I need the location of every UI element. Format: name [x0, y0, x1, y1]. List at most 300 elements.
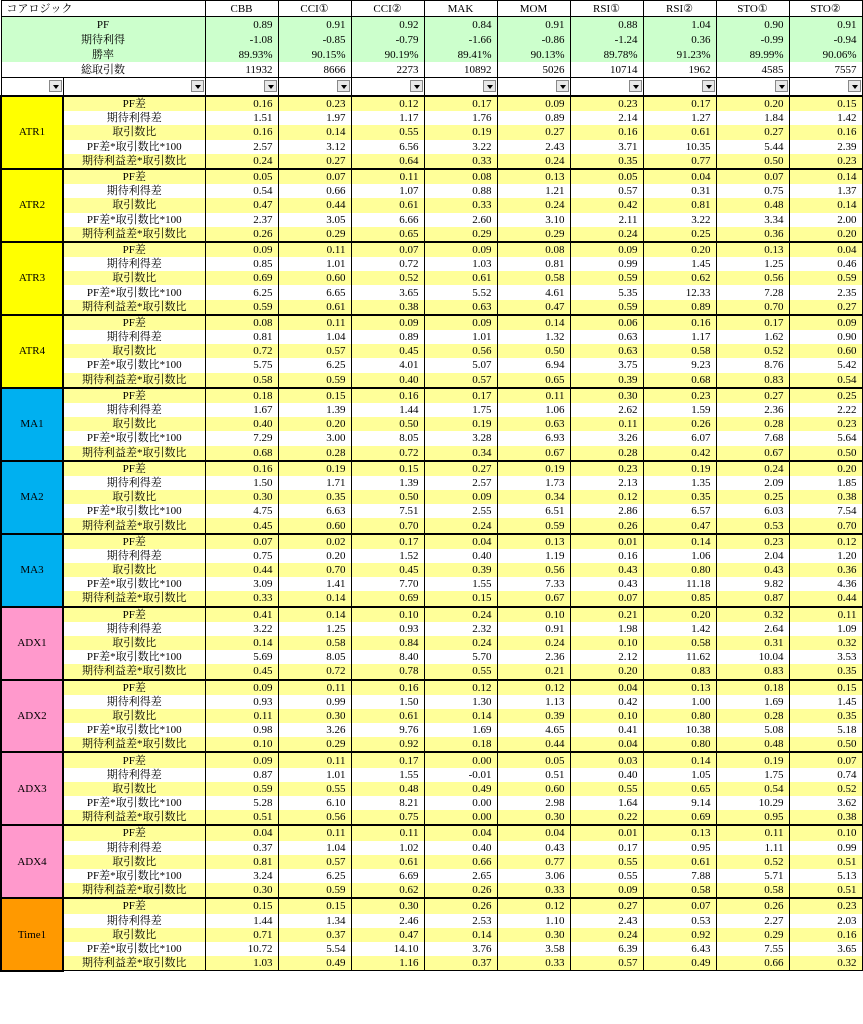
group-label: ATR3 — [1, 242, 63, 315]
value-cell: 6.25 — [205, 285, 278, 299]
group-label: MA1 — [1, 388, 63, 461]
value-cell: 0.00 — [424, 752, 497, 767]
value-cell: 7.29 — [205, 431, 278, 445]
stat-value: 0.89 — [205, 17, 278, 33]
value-cell: 1.10 — [497, 914, 570, 928]
value-cell: 0.04 — [205, 825, 278, 840]
value-cell: 1.42 — [789, 111, 862, 125]
metric-label: PF差*取引数比*100 — [63, 796, 205, 810]
filter-cell — [789, 78, 862, 97]
value-cell: 0.55 — [570, 782, 643, 796]
value-cell: 0.31 — [643, 184, 716, 198]
value-cell: 0.85 — [205, 257, 278, 271]
value-cell: 0.02 — [278, 534, 351, 549]
value-cell: 2.36 — [497, 650, 570, 664]
value-cell: 0.50 — [716, 154, 789, 169]
value-cell: 0.00 — [424, 796, 497, 810]
stat-value: 89.93% — [205, 47, 278, 62]
value-cell: 0.50 — [497, 344, 570, 358]
value-cell: 2.46 — [351, 914, 424, 928]
value-cell: 0.70 — [789, 518, 862, 533]
value-cell: 0.90 — [789, 330, 862, 344]
value-cell: 0.09 — [351, 315, 424, 330]
value-cell: 1.51 — [205, 111, 278, 125]
metric-label: 期待利益差*取引数比 — [63, 518, 205, 533]
value-cell: 0.10 — [570, 709, 643, 723]
value-cell: 0.34 — [424, 446, 497, 461]
filter-dropdown-icon[interactable] — [410, 80, 423, 92]
filter-dropdown-icon[interactable] — [848, 80, 861, 92]
value-cell: 0.24 — [424, 607, 497, 622]
value-cell: 0.53 — [643, 914, 716, 928]
value-cell: 2.03 — [789, 914, 862, 928]
value-cell: 1.69 — [424, 723, 497, 737]
value-cell: 0.09 — [789, 315, 862, 330]
value-cell: 3.00 — [278, 431, 351, 445]
column-header: RSI① — [570, 1, 643, 17]
value-cell: 10.38 — [643, 723, 716, 737]
value-cell: 1.55 — [424, 577, 497, 591]
table-row — [1, 446, 862, 461]
value-cell: 0.24 — [570, 928, 643, 942]
metric-label: 期待利益差*取引数比 — [63, 300, 205, 315]
stat-value: 0.88 — [570, 17, 643, 33]
value-cell: 7.55 — [716, 942, 789, 956]
value-cell: 0.26 — [716, 898, 789, 913]
stat-value: 89.41% — [424, 47, 497, 62]
value-cell: 1.76 — [424, 111, 497, 125]
value-cell: 1.01 — [278, 257, 351, 271]
value-cell: 0.59 — [278, 373, 351, 388]
value-cell: 0.48 — [716, 198, 789, 212]
value-cell: 0.13 — [643, 680, 716, 695]
value-cell: 0.26 — [205, 227, 278, 242]
value-cell: 0.29 — [497, 227, 570, 242]
value-cell: 0.31 — [716, 636, 789, 650]
table-row — [1, 518, 862, 533]
value-cell: 0.51 — [497, 768, 570, 782]
value-cell: 1.04 — [278, 330, 351, 344]
table-row — [1, 591, 862, 606]
value-cell: 0.55 — [570, 869, 643, 883]
value-cell: 0.43 — [570, 577, 643, 591]
metric-label: 期待利得差 — [63, 403, 205, 417]
value-cell: 6.39 — [570, 942, 643, 956]
value-cell: 0.69 — [643, 810, 716, 825]
value-cell: 0.14 — [278, 591, 351, 606]
metric-label: PF差*取引数比*100 — [63, 140, 205, 154]
value-cell: 0.80 — [643, 563, 716, 577]
stat-value: -1.08 — [205, 32, 278, 47]
filter-dropdown-icon[interactable] — [702, 80, 715, 92]
value-cell: 0.65 — [497, 373, 570, 388]
stat-value: 11932 — [205, 62, 278, 78]
value-cell: 0.85 — [643, 591, 716, 606]
value-cell: 0.04 — [424, 825, 497, 840]
table-row — [1, 300, 862, 315]
metric-label: 期待利得差 — [63, 476, 205, 490]
value-cell: 0.48 — [716, 737, 789, 752]
value-cell: 0.24 — [497, 198, 570, 212]
value-cell: 0.29 — [278, 227, 351, 242]
value-cell: 0.37 — [205, 841, 278, 855]
metric-label: 取引数比 — [63, 125, 205, 139]
metric-label: PF差*取引数比*100 — [63, 869, 205, 883]
value-cell: 0.16 — [789, 125, 862, 139]
metric-label: 取引数比 — [63, 709, 205, 723]
value-cell: 1.69 — [716, 695, 789, 709]
value-cell: 0.55 — [424, 664, 497, 679]
value-cell: 1.01 — [424, 330, 497, 344]
value-cell: 2.37 — [205, 213, 278, 227]
value-cell: 3.22 — [643, 213, 716, 227]
value-cell: 1.67 — [205, 403, 278, 417]
value-cell: 7.51 — [351, 504, 424, 518]
value-cell: 2.43 — [570, 914, 643, 928]
value-cell: 3.58 — [497, 942, 570, 956]
value-cell: 0.59 — [205, 782, 278, 796]
column-header: RSI② — [643, 1, 716, 17]
stat-value: 2273 — [351, 62, 424, 78]
value-cell: 4.36 — [789, 577, 862, 591]
value-cell: 0.52 — [716, 855, 789, 869]
value-cell: 0.27 — [716, 388, 789, 403]
column-header: MAK — [424, 1, 497, 17]
value-cell: 3.34 — [716, 213, 789, 227]
value-cell: 0.20 — [789, 227, 862, 242]
value-cell: 0.51 — [205, 810, 278, 825]
value-cell: 0.27 — [570, 898, 643, 913]
filter-row — [1, 78, 862, 97]
value-cell: 6.25 — [278, 869, 351, 883]
value-cell: 2.36 — [716, 403, 789, 417]
value-cell: 3.28 — [424, 431, 497, 445]
value-cell: 10.72 — [205, 942, 278, 956]
value-cell: 0.80 — [643, 709, 716, 723]
value-cell: 1.84 — [716, 111, 789, 125]
value-cell: 0.44 — [789, 591, 862, 606]
value-cell: 0.61 — [351, 198, 424, 212]
value-cell: 3.10 — [497, 213, 570, 227]
value-cell: 11.62 — [643, 650, 716, 664]
value-cell: 0.19 — [424, 125, 497, 139]
value-cell: 0.17 — [351, 752, 424, 767]
value-cell: 3.12 — [278, 140, 351, 154]
value-cell: 2.22 — [789, 403, 862, 417]
value-cell: 6.65 — [278, 285, 351, 299]
value-cell: 5.42 — [789, 358, 862, 372]
value-cell: 0.08 — [205, 315, 278, 330]
stat-row — [1, 62, 862, 78]
value-cell: 0.57 — [570, 956, 643, 971]
value-cell: 0.74 — [789, 768, 862, 782]
value-cell: 0.47 — [643, 518, 716, 533]
metric-label: PF差*取引数比*100 — [63, 285, 205, 299]
value-cell: 0.07 — [789, 752, 862, 767]
value-cell: 0.17 — [643, 96, 716, 111]
value-cell: 0.69 — [205, 271, 278, 285]
value-cell: 2.64 — [716, 622, 789, 636]
value-cell: 0.95 — [716, 810, 789, 825]
value-cell: 0.15 — [424, 591, 497, 606]
column-header: CBB — [205, 1, 278, 17]
value-cell: 0.93 — [351, 622, 424, 636]
value-cell: 0.58 — [643, 883, 716, 898]
value-cell: 8.21 — [351, 796, 424, 810]
value-cell: 2.57 — [205, 140, 278, 154]
value-cell: 0.07 — [570, 591, 643, 606]
metric-label: PF差*取引数比*100 — [63, 723, 205, 737]
table-row — [1, 549, 862, 563]
filter-dropdown-icon[interactable] — [337, 80, 350, 92]
value-cell: 0.11 — [278, 825, 351, 840]
value-cell: 0.30 — [205, 883, 278, 898]
value-cell: 0.23 — [789, 898, 862, 913]
table-row — [1, 271, 862, 285]
value-cell: 3.24 — [205, 869, 278, 883]
value-cell: 1.06 — [497, 403, 570, 417]
value-cell: 0.71 — [205, 928, 278, 942]
stat-value: -0.99 — [716, 32, 789, 47]
value-cell: 0.25 — [643, 227, 716, 242]
value-cell: 0.89 — [497, 111, 570, 125]
value-cell: 0.47 — [205, 198, 278, 212]
value-cell: 0.44 — [278, 198, 351, 212]
value-cell: 0.14 — [278, 607, 351, 622]
table-row — [1, 898, 862, 913]
value-cell: 0.20 — [643, 242, 716, 257]
filter-cell — [63, 78, 205, 97]
value-cell: 1.25 — [278, 622, 351, 636]
value-cell: 0.27 — [497, 125, 570, 139]
value-cell: 0.19 — [497, 461, 570, 476]
value-cell: 0.49 — [643, 956, 716, 971]
value-cell: 3.53 — [789, 650, 862, 664]
value-cell: 0.35 — [643, 490, 716, 504]
value-cell: 0.78 — [351, 664, 424, 679]
value-cell: 0.07 — [716, 169, 789, 184]
metric-label: 期待利得差 — [63, 622, 205, 636]
value-cell: 0.17 — [716, 315, 789, 330]
value-cell: 4.01 — [351, 358, 424, 372]
value-cell: 0.33 — [424, 198, 497, 212]
value-cell: 0.19 — [278, 461, 351, 476]
value-cell: 3.06 — [497, 869, 570, 883]
value-cell: 6.63 — [278, 504, 351, 518]
value-cell: 1.64 — [570, 796, 643, 810]
value-cell: 0.26 — [643, 417, 716, 431]
value-cell: 0.27 — [789, 300, 862, 315]
value-cell: 7.28 — [716, 285, 789, 299]
table-row — [1, 782, 862, 796]
value-cell: 0.07 — [643, 898, 716, 913]
value-cell: 1.20 — [789, 549, 862, 563]
value-cell: 0.32 — [789, 636, 862, 650]
table-row — [1, 461, 862, 476]
value-cell: 0.07 — [351, 242, 424, 257]
value-cell: 0.64 — [351, 154, 424, 169]
value-cell: 0.27 — [278, 154, 351, 169]
value-cell: 6.93 — [497, 431, 570, 445]
filter-dropdown-icon[interactable] — [49, 80, 62, 92]
value-cell: 0.30 — [497, 928, 570, 942]
value-cell: 1.00 — [643, 695, 716, 709]
table-row — [1, 883, 862, 898]
stat-value: 0.92 — [351, 17, 424, 33]
value-cell: 0.61 — [424, 271, 497, 285]
value-cell: 0.40 — [570, 768, 643, 782]
value-cell: 0.98 — [205, 723, 278, 737]
table-row — [1, 796, 862, 810]
value-cell: 1.45 — [789, 695, 862, 709]
value-cell: 0.63 — [570, 330, 643, 344]
value-cell: 0.36 — [789, 563, 862, 577]
value-cell: 0.39 — [424, 563, 497, 577]
value-cell: 0.17 — [570, 841, 643, 855]
stat-value: 0.36 — [643, 32, 716, 47]
table-row — [1, 96, 862, 111]
filter-cell — [570, 78, 643, 97]
value-cell: 2.35 — [789, 285, 862, 299]
value-cell: 0.22 — [570, 810, 643, 825]
value-cell: 0.59 — [570, 271, 643, 285]
value-cell: 3.22 — [205, 622, 278, 636]
value-cell: -0.01 — [424, 768, 497, 782]
value-cell: 0.65 — [351, 227, 424, 242]
metric-label: 取引数比 — [63, 563, 205, 577]
value-cell: 0.39 — [570, 373, 643, 388]
value-cell: 2.39 — [789, 140, 862, 154]
table-row — [1, 768, 862, 782]
value-cell: 0.09 — [205, 242, 278, 257]
value-cell: 0.81 — [643, 198, 716, 212]
value-cell: 0.03 — [570, 752, 643, 767]
value-cell: 0.70 — [716, 300, 789, 315]
value-cell: 0.58 — [278, 636, 351, 650]
table-row — [1, 942, 862, 956]
table-row — [1, 198, 862, 212]
value-cell: 0.16 — [643, 315, 716, 330]
group-label: ADX3 — [1, 752, 63, 825]
value-cell: 0.14 — [643, 752, 716, 767]
group-label: ATR2 — [1, 169, 63, 242]
value-cell: 0.63 — [424, 300, 497, 315]
value-cell: 9.82 — [716, 577, 789, 591]
value-cell: 5.52 — [424, 285, 497, 299]
value-cell: 0.72 — [351, 257, 424, 271]
value-cell: 0.63 — [570, 344, 643, 358]
value-cell: 0.12 — [351, 96, 424, 111]
table-row — [1, 315, 862, 330]
value-cell: 0.30 — [497, 810, 570, 825]
value-cell: 0.13 — [643, 825, 716, 840]
value-cell: 0.33 — [424, 154, 497, 169]
metric-label: PF差 — [63, 898, 205, 913]
value-cell: 12.33 — [643, 285, 716, 299]
group-label: MA2 — [1, 461, 63, 534]
value-cell: 0.51 — [789, 883, 862, 898]
value-cell: 2.86 — [570, 504, 643, 518]
value-cell: 0.19 — [643, 461, 716, 476]
metric-label: 期待利益差*取引数比 — [63, 956, 205, 971]
value-cell: 6.56 — [351, 140, 424, 154]
group-label: Time1 — [1, 898, 63, 970]
value-cell: 5.69 — [205, 650, 278, 664]
filter-dropdown-icon[interactable] — [629, 80, 642, 92]
value-cell: 0.43 — [570, 563, 643, 577]
stat-value: 90.13% — [497, 47, 570, 62]
filter-dropdown-icon[interactable] — [191, 80, 204, 92]
value-cell: 10.04 — [716, 650, 789, 664]
filter-dropdown-icon[interactable] — [264, 80, 277, 92]
table-row — [1, 577, 862, 591]
value-cell: 1.45 — [643, 257, 716, 271]
value-cell: 0.40 — [424, 549, 497, 563]
value-cell: 0.55 — [278, 782, 351, 796]
table-row — [1, 111, 862, 125]
value-cell: 0.28 — [278, 446, 351, 461]
value-cell: 0.92 — [643, 928, 716, 942]
table-row — [1, 285, 862, 299]
value-cell: 0.12 — [497, 680, 570, 695]
value-cell: 0.11 — [278, 752, 351, 767]
value-cell: 1.98 — [570, 622, 643, 636]
value-cell: 1.32 — [497, 330, 570, 344]
metric-label: 取引数比 — [63, 928, 205, 942]
value-cell: 0.75 — [205, 549, 278, 563]
value-cell: 0.45 — [205, 664, 278, 679]
value-cell: 5.75 — [205, 358, 278, 372]
value-cell: 0.17 — [424, 388, 497, 403]
value-cell: 2.00 — [789, 213, 862, 227]
value-cell: 5.18 — [789, 723, 862, 737]
value-cell: 9.23 — [643, 358, 716, 372]
filter-cell — [497, 78, 570, 97]
value-cell: 0.66 — [424, 855, 497, 869]
value-cell: 0.80 — [643, 737, 716, 752]
table-row — [1, 825, 862, 840]
value-cell: 6.10 — [278, 796, 351, 810]
value-cell: 0.11 — [278, 315, 351, 330]
value-cell: 0.65 — [643, 782, 716, 796]
value-cell: 0.16 — [205, 125, 278, 139]
metric-label: 期待利得差 — [63, 330, 205, 344]
filter-dropdown-icon[interactable] — [483, 80, 496, 92]
value-cell: 0.16 — [205, 461, 278, 476]
filter-dropdown-icon[interactable] — [775, 80, 788, 92]
value-cell: 0.15 — [278, 388, 351, 403]
value-cell: 0.24 — [716, 461, 789, 476]
value-cell: 4.75 — [205, 504, 278, 518]
value-cell: 0.14 — [789, 198, 862, 212]
value-cell: 7.68 — [716, 431, 789, 445]
value-cell: 0.34 — [497, 490, 570, 504]
value-cell: 0.28 — [716, 417, 789, 431]
metric-label: 期待利得差 — [63, 257, 205, 271]
metric-label: 期待利益差*取引数比 — [63, 227, 205, 242]
value-cell: 3.26 — [570, 431, 643, 445]
value-cell: 0.09 — [570, 242, 643, 257]
value-cell: 0.83 — [716, 373, 789, 388]
metric-label: PF差 — [63, 461, 205, 476]
filter-dropdown-icon[interactable] — [556, 80, 569, 92]
value-cell: 0.58 — [643, 344, 716, 358]
stat-row — [1, 32, 862, 47]
value-cell: 0.99 — [278, 695, 351, 709]
value-cell: 0.30 — [351, 898, 424, 913]
value-cell: 0.61 — [351, 855, 424, 869]
value-cell: 11.18 — [643, 577, 716, 591]
